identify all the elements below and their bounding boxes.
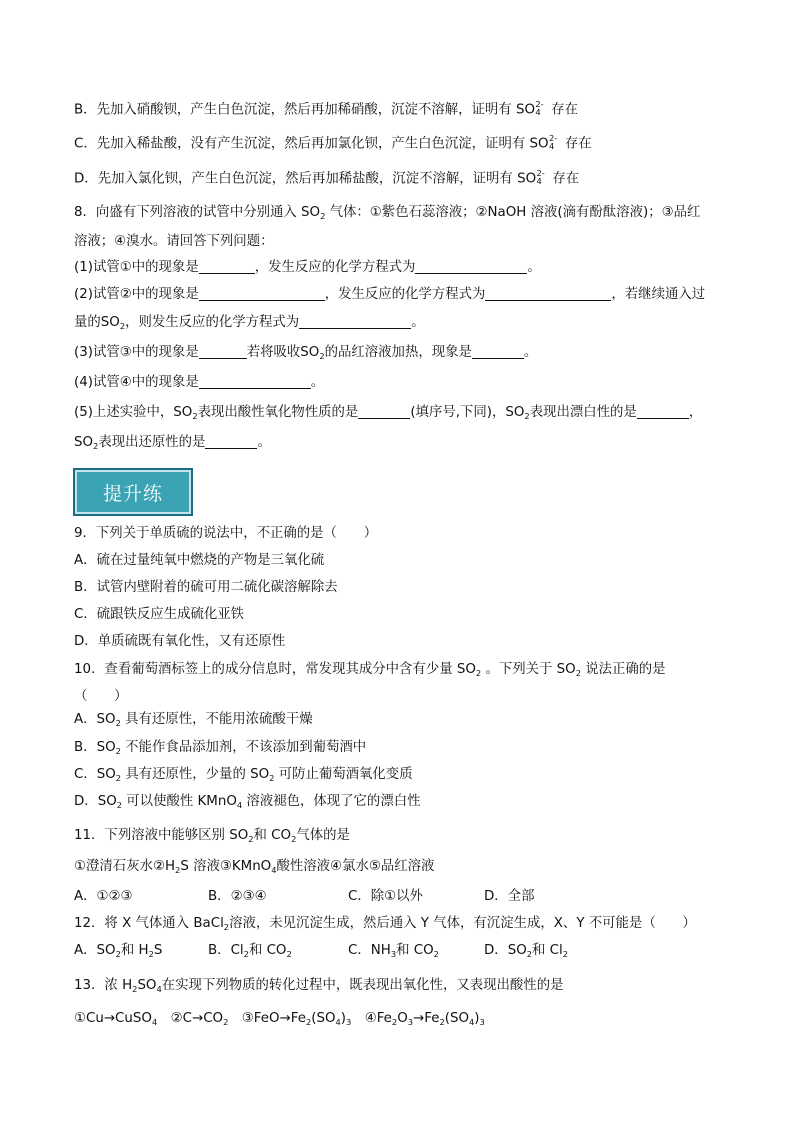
q10-option-a: A．$SO_2$ 具有还原性，不能用浓硫酸干燥 xyxy=(74,712,313,728)
section-title: 提升练 xyxy=(102,482,163,505)
q8-part-2: (2)试管②中的现象是 ，发生反应的化学方程式为 ，若继续通入过 xyxy=(74,287,706,302)
sulfate-ion: 2- 4 xyxy=(535,99,544,117)
answer-blank[interactable] xyxy=(358,405,410,419)
q8-part-4: (4)试管④中的现象是 。 xyxy=(74,375,325,390)
answer-blank[interactable] xyxy=(199,287,325,301)
q8-part-2-cont: 量的$SO_2$，则发生反应的化学方程式为 。 xyxy=(74,315,425,331)
answer-blank[interactable] xyxy=(199,260,255,274)
answer-blank[interactable] xyxy=(199,375,311,389)
q7-option-b: B．先加入硝酸钡，产生白色沉淀，然后再加稀硝酸，沉淀不溶解，证明有 SO 2- 4 存在 xyxy=(74,99,579,118)
q10-option-d: D．$SO_2$ 可以使酸性 KMnO$_4$ 溶液褪色，体现了它的漂白性 xyxy=(74,794,421,810)
q9-option-a: A．硫在过量纯氧中燃烧的产物是三氧化硫 xyxy=(74,553,325,568)
q12-stem: 12．将 X 气体通入 BaCl$_2$溶液，未见沉淀生成，然后通入 Y 气体，有沉淀生成，X、Y 不可能是（ ） xyxy=(74,916,696,932)
q10-stem: 10．查看葡萄酒标签上的成分信息时，常发现其成分中含有少量 $SO_2$ 。下列关于 $SO_2$ 说法正确的是 xyxy=(74,662,666,678)
q9-option-c: C．硫跟铁反应生成硫化亚铁 xyxy=(74,607,245,622)
sulfate-ion: 2- 4 xyxy=(536,168,545,186)
q10-option-c: C．$SO_2$ 具有还原性，少量的 $SO_2$ 可防止葡萄酒氧化变质 xyxy=(74,767,413,783)
q8-part-1: (1)试管①中的现象是 ，发生反应的化学方程式为 。 xyxy=(74,260,541,275)
answer-blank[interactable] xyxy=(299,315,411,329)
q13-items: ①Cu→CuSO$_4$ $②C\to CO_2$ $③FeO\to Fe_2(SO_4)_3$ $④Fe_2O_3\to Fe_2(SO_4)_3$ xyxy=(74,1011,485,1027)
answer-blank[interactable] xyxy=(637,405,689,419)
q11-items: ①澄清石灰水$②H_2S$ 溶液③KMnO$_4$酸性溶液④氯水⑤品红溶液 xyxy=(74,859,435,875)
q8-stem-cont: 溶液；④溴水。请回答下列问题： xyxy=(74,234,274,249)
answer-blank[interactable] xyxy=(205,435,257,449)
q8-part-3: (3)试管③中的现象是 若将吸收$SO_2$的品红溶液加热，现象是 。 xyxy=(74,345,538,361)
q8-stem: 8．向盛有下列溶液的试管中分别通入 $SO_2$ 气体：①紫色石蕊溶液；②NaOH 溶液(滴有酚酞溶液)；③品红 xyxy=(74,205,701,221)
q13-stem: 13．浓 $H_2SO_4$在实现下列物质的转化过程中，既表现出氧化性，又表现出酸性的是 xyxy=(74,978,564,994)
section-banner xyxy=(73,468,193,516)
q8-part-5: (5)上述实验中，$SO_2$表现出酸性氧化物性质的是 (填序号,下同)，$SO_2$表现出漂白性的是 ， xyxy=(74,405,703,421)
answer-blank[interactable] xyxy=(199,345,247,359)
q9-option-d: D．单质硫既有氧化性，又有还原性 xyxy=(74,634,286,649)
answer-blank[interactable] xyxy=(472,345,524,359)
answer-blank[interactable] xyxy=(415,260,527,274)
sulfate-ion: 2- 4 xyxy=(548,133,558,151)
q9-option-b: B．试管内壁附着的硫可用二硫化碳溶解除去 xyxy=(74,580,338,595)
q10-answer-paren: （ ） xyxy=(74,689,128,704)
q10-option-b: B．$SO_2$ 不能作食品添加剂，不该添加到葡萄酒中 xyxy=(74,740,367,756)
answer-blank[interactable] xyxy=(485,287,611,301)
q11-stem: 11．下列溶液中能够区别 $SO_2$和 $CO_2$气体的是 xyxy=(74,828,350,844)
q9-stem: 9．下列关于单质硫的说法中，不正确的是（ ） xyxy=(74,526,378,541)
q7-option-c: C．先加入稀盐酸，没有产生沉淀，然后再加氯化钡，产生白色沉淀，证明有 SO 2- 4 存在 xyxy=(74,133,592,152)
q7-option-d: D．先加入氯化钡，产生白色沉淀，然后再加稀盐酸，沉淀不溶解，证明有 SO 2- 4 存在 xyxy=(74,168,580,187)
q8-part-5-cont: $SO_2$表现出还原性的是 。 xyxy=(74,435,271,451)
